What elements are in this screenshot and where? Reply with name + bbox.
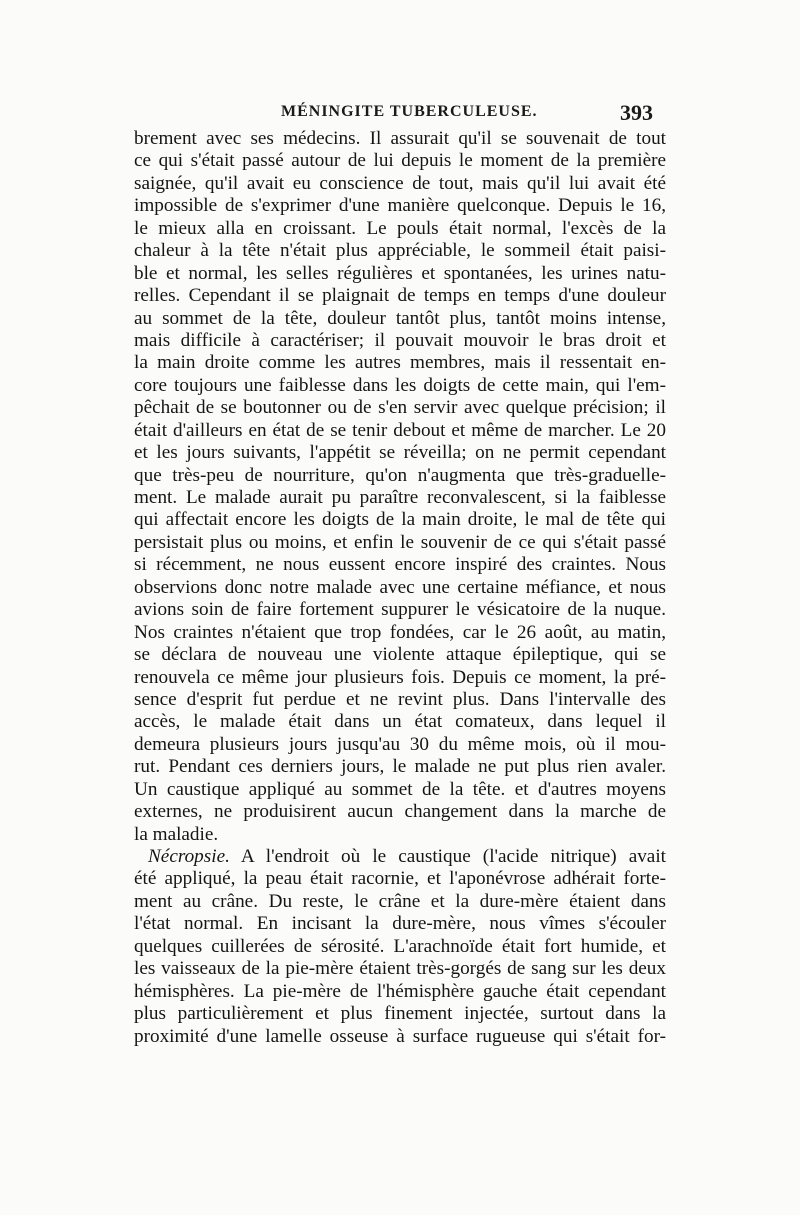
necropsie-first-text: A l'endroit où le caustique (l'acide nitrique) avait	[240, 846, 666, 867]
text-line: les vaisseaux de la pie-mère étaient très-gorgés de sang sur les deux	[134, 958, 666, 980]
text-line: été appliqué, la peau était racornie, et l'aponévrose adhérait forte-	[134, 868, 666, 890]
page-header	[133, 100, 653, 126]
text-line: qui affectait encore les doigts de la main droite, le mal de tête qui	[134, 509, 666, 531]
page-number: 393	[620, 100, 653, 125]
text-line: rut. Pendant ces derniers jours, le malade ne put plus rien avaler.	[134, 756, 666, 778]
text-line: saignée, qu'il avait eu conscience de tout, mais qu'il lui avait été	[134, 172, 666, 194]
text-line: au sommet de la tête, douleur tantôt plus, tantôt moins intense,	[134, 307, 666, 329]
text-line: demeura plusieurs jours jusqu'au 30 du même mois, où il mou-	[134, 733, 666, 755]
text-line: se déclara de nouveau une violente attaque épileptique, qui se	[134, 644, 666, 666]
necropsie-heading: Nécropsie.	[148, 846, 230, 867]
text-line: Un caustique appliqué au sommet de la tête. et d'autres moyens	[134, 778, 666, 800]
text-line: Nos craintes n'étaient que trop fondées, car le 26 août, au matin,	[134, 621, 666, 643]
body-text	[134, 128, 666, 1048]
text-line: plus particulièrement et plus finement injectée, surtout dans la	[134, 1003, 666, 1025]
text-line: ment au crâne. Du reste, le crâne et la dure-mère étaient dans	[134, 890, 666, 912]
text-line: pêchait de se boutonner ou de s'en servir avec quelque précision; il	[134, 397, 666, 419]
text-line: ment. Le malade aurait pu paraître reconvalescent, si la faiblesse	[134, 487, 666, 508]
text-line: mais difficile à caractériser; il pouvait mouvoir le bras droit et	[134, 329, 666, 351]
text-line: impossible de s'exprimer d'une manière quelconque. Depuis le 16,	[134, 195, 666, 217]
text-line: relles. Cependant il se plaignait de temps en temps d'une douleur	[134, 285, 666, 307]
text-line: proximité d'une lamelle osseuse à surface rugueuse qui s'était for-	[134, 1025, 666, 1047]
text-line: que très-peu de nourriture, qu'on n'augmenta que très-graduelle-	[134, 464, 666, 486]
text-line: l'état normal. En incisant la dure-mère, nous vîmes s'écouler	[134, 913, 666, 935]
text-line: le mieux alla en croissant. Le pouls était normal, l'excès de la	[134, 217, 666, 239]
text-line: sence d'esprit fut perdue et ne revint plus. Dans l'intervalle des	[134, 688, 666, 710]
text-line: était d'ailleurs en état de se tenir debout et même de marcher. Le 20	[134, 419, 666, 441]
text-line: et les jours suivants, l'appétit se réveilla; on ne permit cependant	[134, 442, 666, 464]
necropsie-first-line	[134, 846, 666, 868]
text-line: observions donc notre malade avec une certaine méfiance, et nous	[134, 576, 666, 598]
text-line: la main droite comme les autres membres, mais il ressentait en-	[134, 352, 666, 374]
text-line: quelques cuillerées de sérosité. L'arachnoïde était fort humide, et	[134, 935, 666, 957]
text-line: core toujours une faiblesse dans les doigts de cette main, qui l'em-	[134, 374, 666, 396]
text-line: hémisphères. La pie-mère de l'hémisphère gauche était cependant	[134, 980, 666, 1002]
running-title: MÉNINGITE TUBERCULEUSE.	[281, 103, 538, 120]
text-line: renouvela ce même jour plusieurs fois. Depuis ce moment, la pré-	[134, 666, 666, 688]
text-line: externes, ne produisirent aucun changement dans la marche de	[134, 801, 666, 823]
text-line: chaleur à la tête n'était plus appréciable, le sommeil était paisi-	[134, 240, 666, 262]
text-line: ble et normal, les selles régulières et spontanées, les urines natu-	[134, 262, 666, 284]
text-line: persistait plus ou moins, et enfin le souvenir de ce qui s'était passé	[134, 531, 666, 553]
text-line: ce qui s'était passé autour de lui depuis le moment de la première	[134, 150, 666, 172]
text-line: la maladie.	[134, 823, 219, 845]
text-line: avions soin de faire fortement suppurer le vésicatoire de la nuque.	[134, 599, 666, 621]
text-line: accès, le malade était dans un état comateux, dans lequel il	[134, 711, 666, 733]
text-line: brement avec ses médecins. Il assurait qu'il se souvenait de tout	[134, 128, 666, 149]
text-line: si récemment, ne nous eussent encore inspiré des craintes. Nous	[134, 554, 666, 576]
